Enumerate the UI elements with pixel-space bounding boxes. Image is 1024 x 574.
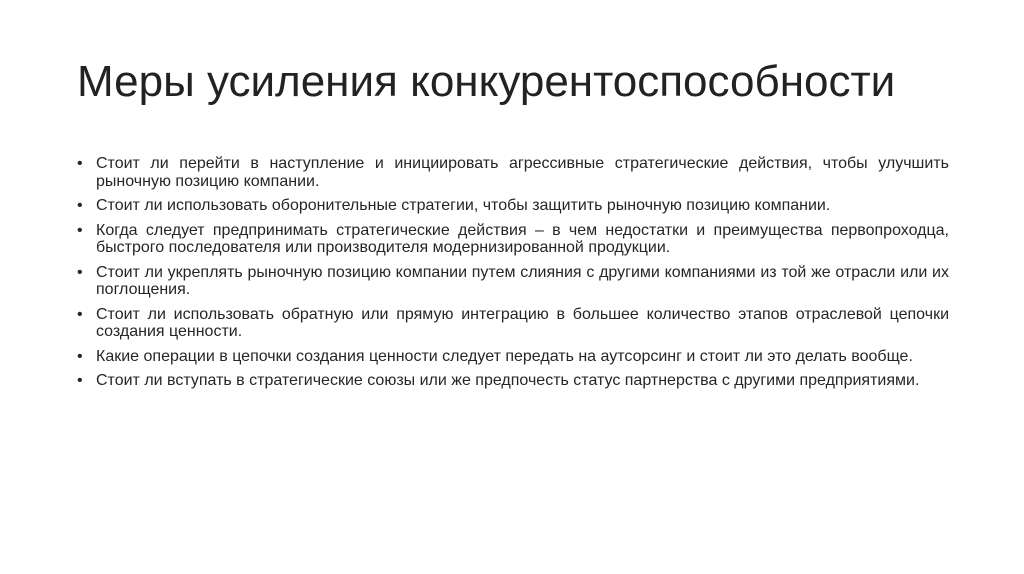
slide-title: Меры усиления конкурентоспособности — [77, 57, 896, 106]
bullet-icon: • — [77, 305, 83, 323]
bullet-text: Стоит ли укреплять рыночную позицию компании путем слияния с другими компаниями из той же отрасли или их поглощения. — [96, 263, 949, 298]
bullet-list — [77, 155, 949, 397]
bullet-text: Стоит ли перейти в наступление и инициировать агрессивные стратегические действия, чтобы улучшить рыночную позицию компании. — [96, 155, 949, 190]
bullet-item-4 — [77, 264, 949, 299]
bullet-icon: • — [77, 263, 83, 281]
bullet-icon: • — [77, 221, 83, 239]
bullet-item-6 — [77, 348, 949, 366]
bullet-text: Какие операции в цепочки создания ценности следует передать на аутсорсинг и стоит ли это делать вообще. — [96, 347, 913, 365]
bullet-item-5 — [77, 306, 949, 341]
bullet-icon: • — [77, 197, 83, 214]
bullet-item-2 — [77, 197, 949, 215]
bullet-icon: • — [77, 155, 83, 172]
bullet-text: Стоит ли вступать в стратегические союзы или же предпочесть статус партнерства с другими предприятиями. — [96, 372, 920, 389]
bullet-icon: • — [77, 372, 83, 389]
bullet-item-1 — [77, 155, 949, 190]
bullet-text: Стоит ли использовать оборонительные стратегии, чтобы защитить рыночную позицию компании. — [96, 197, 831, 214]
bullet-item-7 — [77, 372, 949, 390]
bullet-text: Стоит ли использовать обратную или прямую интеграцию в большее количество этапов отраслевой цепочки создания ценности. — [96, 305, 949, 340]
bullet-icon: • — [77, 347, 83, 365]
bullet-item-3 — [77, 222, 949, 257]
bullet-text: Когда следует предпринимать стратегические действия – в чем недостатки и преимущества первопроходца, быстрого последователя или производителя модернизированной продукции. — [96, 221, 949, 256]
